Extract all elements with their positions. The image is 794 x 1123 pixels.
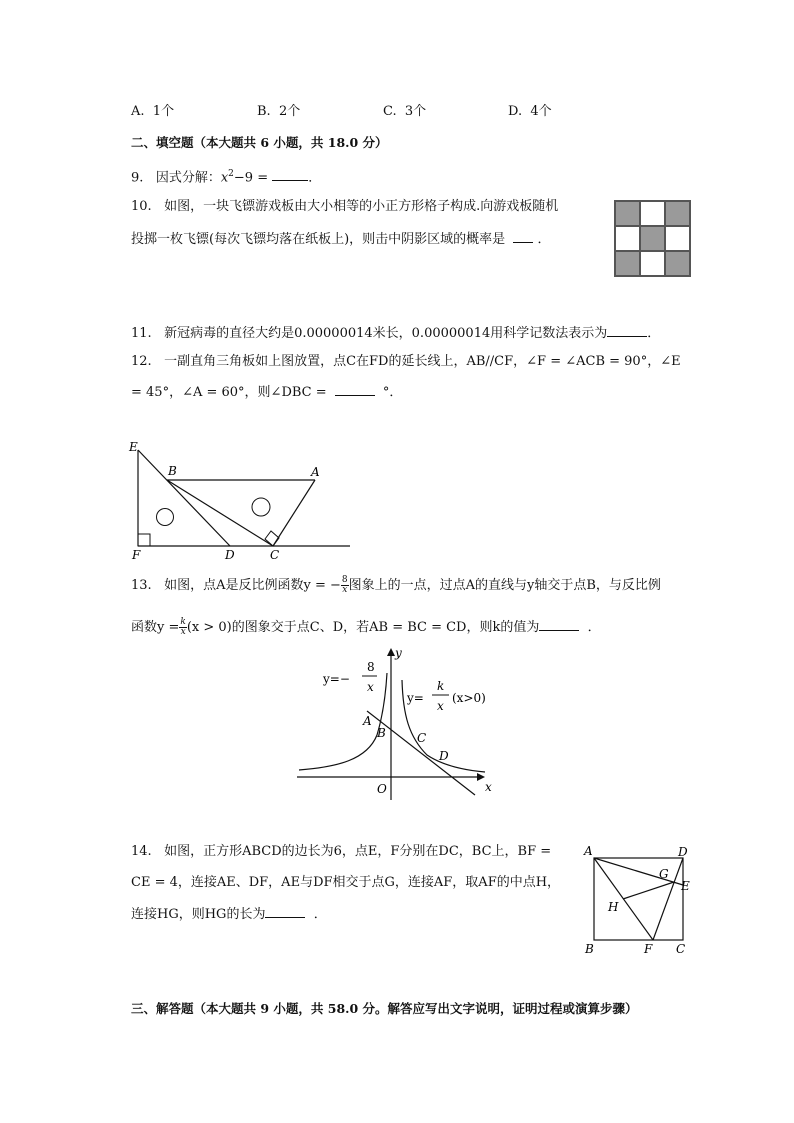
graph-left-frac-den: x [367, 680, 374, 694]
section3-heading: 三、解答题（本大题共 9 小题，共 58.0 分。解答应写出文字说明，证明过程或演算步骤） [131, 1001, 638, 1016]
graph-left-frac-num: 8 [367, 660, 375, 674]
shaded-cell [665, 251, 690, 276]
label-b: B [168, 464, 177, 478]
shaded-cell [615, 201, 640, 226]
question-13-line2: 函数y = $\frac{k}{x}$ (x > 0)的图象交于点C、D，若AB = BC = CD，则k的值为 ． [131, 617, 601, 637]
answer-blank[interactable] [513, 230, 533, 243]
answer-blank[interactable] [272, 168, 308, 181]
graph-right-cond: (x>0) [452, 691, 486, 705]
sq-label-d: D [678, 845, 688, 859]
answer-blank[interactable] [539, 618, 579, 631]
shaded-cell [640, 226, 665, 251]
point-a-label: A [363, 714, 372, 728]
blank-cell [640, 251, 665, 276]
answer-blank[interactable] [335, 383, 375, 396]
label-c: C [270, 548, 280, 562]
question-14-line1: 14. 如图，正方形ABCD的边长为6，点E，F分别在DC，BC上，BF = [131, 844, 552, 859]
answer-blank[interactable] [265, 905, 305, 918]
question-9: 9. 因式分解：$x^2-9$ = ． [131, 169, 322, 186]
q8-option-d: D. 4个 [508, 104, 552, 119]
question-12-line2: = 45°，∠A = 60°，则∠DBC = °． [131, 385, 403, 400]
blank-cell [640, 201, 665, 226]
question-12-line1: 12. 一副直角三角板如上图放置，点C在FD的延长线上，AB//CF，∠F = ∠ACB = 90°，∠E [131, 354, 681, 369]
origin-label: O [377, 782, 387, 796]
square-diagram [580, 843, 700, 958]
graph-right-label: y= [407, 691, 424, 705]
point-b-label: B [377, 726, 386, 740]
question-10-line2: 投掷一枚飞镖(每次飞镖均落在纸板上)，则击中阴影区域的概率是 ． [131, 232, 551, 247]
sq-label-b: B [585, 942, 594, 956]
point-d-label: D [439, 749, 449, 763]
point-c-label: C [417, 731, 427, 745]
sq-label-a: A [584, 844, 593, 858]
shaded-cell [615, 251, 640, 276]
question-14-line2: CE = 4，连接AE、DF，AE与DF相交于点G，连接AF，取AF的中点H， [131, 875, 561, 890]
section2-heading: 二、填空题（本大题共 6 小题，共 18.0 分） [131, 135, 388, 150]
graph-left-label: y=− [323, 672, 350, 686]
q8-option-b: B. 2个 [257, 104, 301, 119]
sq-label-f: F [644, 942, 653, 956]
blank-cell [665, 226, 690, 251]
blank-cell [615, 226, 640, 251]
triangle-diagram [125, 435, 355, 565]
label-f: F [132, 548, 141, 562]
sq-label-c: C [676, 942, 686, 956]
label-a: A [311, 465, 320, 479]
axis-x-label: x [485, 780, 492, 794]
sq-label-e: E [681, 879, 690, 893]
label-d: D [225, 548, 235, 562]
label-e: E [129, 440, 138, 454]
q8-option-a: A. 1个 [131, 104, 175, 119]
axis-y-label: y [395, 646, 402, 660]
dartboard-grid [614, 200, 691, 277]
question-10-line1: 10. 如图，一块飞镖游戏板由大小相等的小正方形格子构成.向游戏板随机 [131, 199, 559, 214]
question-11: 11. 新冠病毒的直径大约是0.00000014米长，0.00000014用科学记数法表示为 ． [131, 326, 661, 341]
answer-blank[interactable] [607, 324, 647, 337]
question-13-line1: 13. 如图，点A是反比例函数y = − $\frac{8}{x}$ 图象上的一点，过点A的直线与y轴交于点B，与反比例 [131, 575, 661, 595]
q8-option-c: C. 3个 [383, 104, 427, 119]
graph-right-frac-num: k [437, 679, 445, 693]
sq-label-h: H [608, 900, 619, 914]
graph-right-frac-den: x [437, 699, 444, 713]
question-14-line3: 连接HG，则HG的长为 ． [131, 907, 327, 922]
inverse-function-graph [297, 645, 507, 805]
sq-label-g: G [659, 867, 669, 881]
shaded-cell [665, 201, 690, 226]
